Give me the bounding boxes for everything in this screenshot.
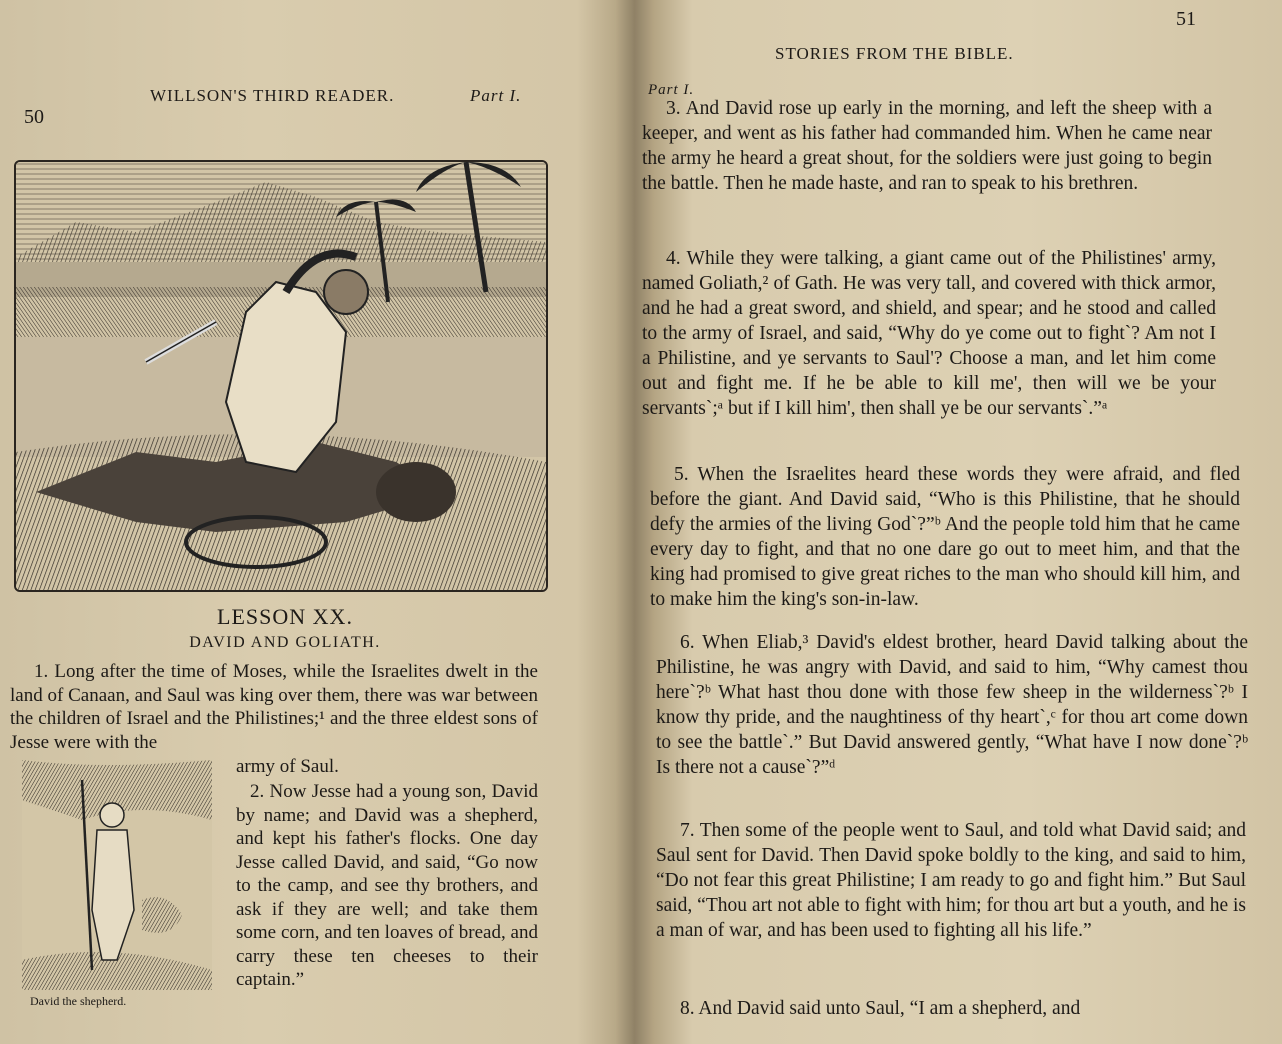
paragraph-1: 1. Long after the time of Moses, while the Israelites dwelt in the land of Canaan, and Saul was king over them, there was war between the children of Israel and the Philistines;¹ and the three eldest sons of Jesse were with the xyxy=(10,661,538,753)
left-page xyxy=(0,0,590,1044)
running-title-left: WILLSON'S THIRD READER. xyxy=(150,86,395,105)
paragraph-6: 6. When Eliab,³ David's eldest brother, heard David talking about the Philistine, he was angry with David, and said to him, “Why camest thou here`?ᵇ What hast thou done with those few sheep in the wilderness`?ᵇ I know thy pride, and the naughtiness of thy heart`,ᶜ for thou art come down to see the battle`.” But David answered gently, “What have I now done`?ᵇ Is there not a cause`?”ᵈ xyxy=(656,632,1248,778)
paragraph-2: 2. Now Jesse had a young son, David by name; and David was a shepherd, and kept his father's flocks. One day Jesse called David, and said, “Go now to the camp, and see thy brothers, and ask if they are well; and take them some corn, and ten loaves of bread, and carry these ten cheeses to their captain.” xyxy=(236,781,538,990)
part-label-left: Part I. xyxy=(470,86,522,105)
running-title-right: STORIES FROM THE BIBLE. xyxy=(775,44,1014,63)
part-label-right: Part I. xyxy=(648,82,695,98)
paragraph-3: 3. And David rose up early in the morning, and left the sheep with a keeper, and went as his father had commanded him. When he came near the army he heard a great shout, for the soldiers were just going to begin the battle. Then he made haste, and ran to speak to his brethren. xyxy=(642,98,1212,194)
paragraph-7: 7. Then some of the people went to Saul, and told what David said; and Saul sent for David. Then David spoke boldly to the king, and said to him, “Do not fear this great Philistine; I am ready to go and fight him.” But Saul said, “Thou art not able to fight with him; for thou art but a youth, and he is a man of war, and has been used to fighting all his life.” xyxy=(656,820,1246,941)
lesson-number: LESSON XX. xyxy=(217,604,353,629)
shepherd-caption: David the shepherd. xyxy=(30,994,127,1008)
page-number-right: 51 xyxy=(1176,8,1196,30)
lesson-title: DAVID AND GOLIATH. xyxy=(189,634,381,651)
david-goliath-engraving xyxy=(14,160,548,592)
paragraph-5: 5. When the Israelites heard these words they were afraid, and fled before the giant. And David said, “Who is this Philistine, that he should defy the armies of the living God`?”ᵇ And the people told him that he came every day to fight, and that no one dare go out to meet him, and that the king had promised to give great riches to the man who should kill him, and to make him the king's son-in-law. xyxy=(650,464,1240,610)
paragraph-8: 8. And David said unto Saul, “I am a shepherd, and xyxy=(680,998,1081,1019)
right-page xyxy=(600,0,1282,1044)
shepherd-engraving xyxy=(22,760,212,990)
paragraph-1-end: army of Saul. xyxy=(236,756,339,777)
page-number-left: 50 xyxy=(24,106,44,128)
paragraph-4: 4. While they were talking, a giant came out of the Philistines' army, named Goliath,² of Gath. He was very tall, and covered with thick armor, and he had a great sword, and shield, and spear; and he stood and called to the army of Israel, and said, “Why do ye come out to fight`? Am not I a Philistine, and ye servants to Saul'? Choose a man, and let him come out and fight me. If he be able to kill me', then will we be your servants`;ᵃ but if I kill him', then shall ye be our servants`.”ᵃ xyxy=(642,248,1216,419)
